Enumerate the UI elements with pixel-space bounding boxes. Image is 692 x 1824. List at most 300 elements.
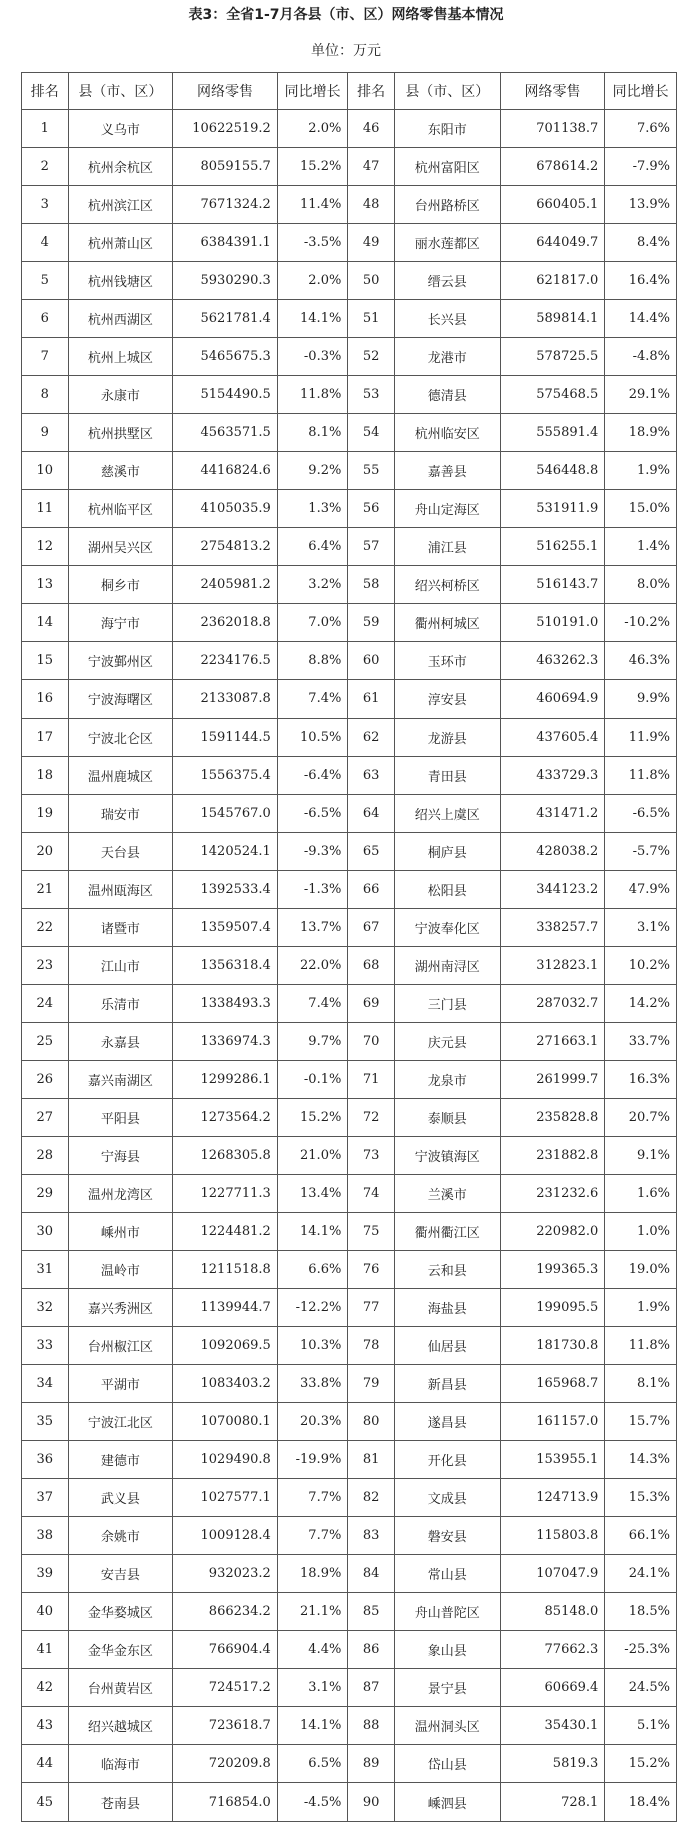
yoy-growth-cell: 13.7% xyxy=(277,908,348,946)
yoy-growth-cell: 14.2% xyxy=(605,984,677,1022)
online-retail-cell: 60669.4 xyxy=(500,1669,605,1707)
yoy-growth-cell: 9.1% xyxy=(605,1136,677,1174)
yoy-growth-cell: 9.9% xyxy=(605,680,677,718)
county-cell: 龙游县 xyxy=(394,718,500,756)
yoy-growth-cell: 1.3% xyxy=(277,490,348,528)
table-row xyxy=(22,680,677,718)
yoy-growth-cell: -7.9% xyxy=(605,148,677,186)
county-cell: 杭州钱塘区 xyxy=(68,262,173,300)
county-cell: 宁海县 xyxy=(68,1136,173,1174)
table-row xyxy=(22,1707,677,1745)
rank-cell: 62 xyxy=(348,718,395,756)
online-retail-cell: 2754813.2 xyxy=(173,528,278,566)
yoy-growth-cell: 66.1% xyxy=(605,1517,677,1555)
rank-cell: 10 xyxy=(22,452,69,490)
rank-cell: 11 xyxy=(22,490,69,528)
yoy-growth-cell: 15.3% xyxy=(605,1479,677,1517)
table-row xyxy=(22,300,677,338)
rank-cell: 38 xyxy=(22,1517,69,1555)
table-row xyxy=(22,1593,677,1631)
yoy-growth-cell: 2.0% xyxy=(277,110,348,148)
yoy-growth-cell: 6.4% xyxy=(277,528,348,566)
yoy-growth-cell: 4.4% xyxy=(277,1631,348,1669)
table-row xyxy=(22,1555,677,1593)
yoy-growth-cell: 8.1% xyxy=(277,414,348,452)
yoy-growth-cell: 6.5% xyxy=(277,1745,348,1783)
yoy-growth-cell: -12.2% xyxy=(277,1288,348,1326)
rank-cell: 79 xyxy=(348,1365,395,1403)
online-retail-cell: 271663.1 xyxy=(500,1022,605,1060)
county-cell: 海宁市 xyxy=(68,604,173,642)
county-cell: 衢州柯城区 xyxy=(394,604,500,642)
county-cell: 金华婺城区 xyxy=(68,1593,173,1631)
yoy-growth-cell: 20.7% xyxy=(605,1098,677,1136)
county-cell: 嘉兴秀洲区 xyxy=(68,1288,173,1326)
online-retail-cell: 546448.8 xyxy=(500,452,605,490)
county-cell: 兰溪市 xyxy=(394,1174,500,1212)
rank-cell: 22 xyxy=(22,908,69,946)
rank-cell: 19 xyxy=(22,794,69,832)
county-cell: 宁波奉化区 xyxy=(394,908,500,946)
online-retail-cell: 555891.4 xyxy=(500,414,605,452)
online-retail-cell: 1392533.4 xyxy=(173,870,278,908)
yoy-growth-cell: 15.2% xyxy=(277,1098,348,1136)
online-retail-cell: 85148.0 xyxy=(500,1593,605,1631)
online-retail-cell: 287032.7 xyxy=(500,984,605,1022)
rank-cell: 23 xyxy=(22,946,69,984)
table-row xyxy=(22,376,677,414)
county-cell: 龙泉市 xyxy=(394,1060,500,1098)
yoy-growth-cell: 19.0% xyxy=(605,1250,677,1288)
county-cell: 湖州南浔区 xyxy=(394,946,500,984)
online-retail-cell: 165968.7 xyxy=(500,1365,605,1403)
table-row xyxy=(22,1403,677,1441)
rank-cell: 26 xyxy=(22,1060,69,1098)
rank-cell: 61 xyxy=(348,680,395,718)
county-cell: 缙云县 xyxy=(394,262,500,300)
online-retail-cell: 1224481.2 xyxy=(173,1212,278,1250)
rank-cell: 60 xyxy=(348,642,395,680)
rank-cell: 6 xyxy=(22,300,69,338)
county-cell: 衢州衢江区 xyxy=(394,1212,500,1250)
county-cell: 云和县 xyxy=(394,1250,500,1288)
county-cell: 海盐县 xyxy=(394,1288,500,1326)
online-retail-cell: 724517.2 xyxy=(173,1669,278,1707)
county-cell: 乐清市 xyxy=(68,984,173,1022)
county-cell: 绍兴越城区 xyxy=(68,1707,173,1745)
online-retail-cell: 1273564.2 xyxy=(173,1098,278,1136)
table-row xyxy=(22,604,677,642)
rank-cell: 2 xyxy=(22,148,69,186)
county-cell: 文成县 xyxy=(394,1479,500,1517)
online-retail-cell: 460694.9 xyxy=(500,680,605,718)
county-cell: 宁波镇海区 xyxy=(394,1136,500,1174)
county-cell: 台州椒江区 xyxy=(68,1327,173,1365)
table-row xyxy=(22,1745,677,1783)
online-retail-cell: 107047.9 xyxy=(500,1555,605,1593)
online-retail-cell: 678614.2 xyxy=(500,148,605,186)
rank-cell: 24 xyxy=(22,984,69,1022)
yoy-growth-cell: 22.0% xyxy=(277,946,348,984)
header-yoy-growth: 同比增长 xyxy=(277,73,348,110)
online-retail-cell: 578725.5 xyxy=(500,338,605,376)
rank-cell: 42 xyxy=(22,1669,69,1707)
county-cell: 磐安县 xyxy=(394,1517,500,1555)
rank-cell: 88 xyxy=(348,1707,395,1745)
table-row xyxy=(22,832,677,870)
rank-cell: 12 xyxy=(22,528,69,566)
online-retail-cell: 728.1 xyxy=(500,1783,605,1822)
rank-cell: 74 xyxy=(348,1174,395,1212)
header-rank: 排名 xyxy=(22,73,69,110)
yoy-growth-cell: -0.3% xyxy=(277,338,348,376)
online-retail-cell: 231232.6 xyxy=(500,1174,605,1212)
header-online-retail: 网络零售 xyxy=(500,73,605,110)
county-cell: 浦江县 xyxy=(394,528,500,566)
online-retail-cell: 1299286.1 xyxy=(173,1060,278,1098)
table-body xyxy=(22,110,677,1822)
rank-cell: 82 xyxy=(348,1479,395,1517)
table-row xyxy=(22,186,677,224)
rank-cell: 67 xyxy=(348,908,395,946)
online-retail-cell: 575468.5 xyxy=(500,376,605,414)
county-cell: 临海市 xyxy=(68,1745,173,1783)
yoy-growth-cell: 33.8% xyxy=(277,1365,348,1403)
county-cell: 义乌市 xyxy=(68,110,173,148)
rank-cell: 65 xyxy=(348,832,395,870)
online-retail-cell: 5621781.4 xyxy=(173,300,278,338)
yoy-growth-cell: 21.1% xyxy=(277,1593,348,1631)
ranking-table xyxy=(21,72,677,1822)
yoy-growth-cell: -6.5% xyxy=(605,794,677,832)
rank-cell: 39 xyxy=(22,1555,69,1593)
county-cell: 杭州滨江区 xyxy=(68,186,173,224)
rank-cell: 83 xyxy=(348,1517,395,1555)
yoy-growth-cell: 1.6% xyxy=(605,1174,677,1212)
yoy-growth-cell: 7.4% xyxy=(277,680,348,718)
yoy-growth-cell: -4.5% xyxy=(277,1783,348,1822)
online-retail-cell: 932023.2 xyxy=(173,1555,278,1593)
online-retail-cell: 516143.7 xyxy=(500,566,605,604)
rank-cell: 17 xyxy=(22,718,69,756)
online-retail-cell: 437605.4 xyxy=(500,718,605,756)
online-retail-cell: 766904.4 xyxy=(173,1631,278,1669)
rank-cell: 29 xyxy=(22,1174,69,1212)
online-retail-cell: 161157.0 xyxy=(500,1403,605,1441)
table-row xyxy=(22,414,677,452)
online-retail-cell: 1029490.8 xyxy=(173,1441,278,1479)
yoy-growth-cell: -19.9% xyxy=(277,1441,348,1479)
header-rank: 排名 xyxy=(348,73,395,110)
table-row xyxy=(22,452,677,490)
online-retail-cell: 1083403.2 xyxy=(173,1365,278,1403)
rank-cell: 43 xyxy=(22,1707,69,1745)
rank-cell: 64 xyxy=(348,794,395,832)
rank-cell: 45 xyxy=(22,1783,69,1822)
county-cell: 新昌县 xyxy=(394,1365,500,1403)
online-retail-cell: 4416824.6 xyxy=(173,452,278,490)
online-retail-cell: 1009128.4 xyxy=(173,1517,278,1555)
rank-cell: 90 xyxy=(348,1783,395,1822)
header-online-retail: 网络零售 xyxy=(173,73,278,110)
online-retail-cell: 1227711.3 xyxy=(173,1174,278,1212)
table-row xyxy=(22,1669,677,1707)
rank-cell: 57 xyxy=(348,528,395,566)
online-retail-cell: 235828.8 xyxy=(500,1098,605,1136)
rank-cell: 31 xyxy=(22,1250,69,1288)
yoy-growth-cell: -25.3% xyxy=(605,1631,677,1669)
yoy-growth-cell: 7.6% xyxy=(605,110,677,148)
header-county: 县（市、区） xyxy=(394,73,500,110)
yoy-growth-cell: 1.9% xyxy=(605,1288,677,1326)
county-cell: 龙港市 xyxy=(394,338,500,376)
rank-cell: 15 xyxy=(22,642,69,680)
yoy-growth-cell: 11.4% xyxy=(277,186,348,224)
rank-cell: 35 xyxy=(22,1403,69,1441)
online-retail-cell: 199365.3 xyxy=(500,1250,605,1288)
rank-cell: 16 xyxy=(22,680,69,718)
online-retail-cell: 660405.1 xyxy=(500,186,605,224)
rank-cell: 44 xyxy=(22,1745,69,1783)
online-retail-cell: 1420524.1 xyxy=(173,832,278,870)
yoy-growth-cell: -1.3% xyxy=(277,870,348,908)
rank-cell: 55 xyxy=(348,452,395,490)
online-retail-cell: 716854.0 xyxy=(173,1783,278,1822)
rank-cell: 27 xyxy=(22,1098,69,1136)
county-cell: 绍兴上虞区 xyxy=(394,794,500,832)
county-cell: 嘉兴南湖区 xyxy=(68,1060,173,1098)
county-cell: 丽水莲都区 xyxy=(394,224,500,262)
rank-cell: 49 xyxy=(348,224,395,262)
county-cell: 建德市 xyxy=(68,1441,173,1479)
yoy-growth-cell: -6.4% xyxy=(277,756,348,794)
rank-cell: 1 xyxy=(22,110,69,148)
yoy-growth-cell: 18.9% xyxy=(277,1555,348,1593)
yoy-growth-cell: 1.9% xyxy=(605,452,677,490)
yoy-growth-cell: 14.1% xyxy=(277,300,348,338)
rank-cell: 84 xyxy=(348,1555,395,1593)
county-cell: 景宁县 xyxy=(394,1669,500,1707)
table-row xyxy=(22,528,677,566)
county-cell: 嵊州市 xyxy=(68,1212,173,1250)
online-retail-cell: 181730.8 xyxy=(500,1327,605,1365)
yoy-growth-cell: 24.5% xyxy=(605,1669,677,1707)
county-cell: 舟山定海区 xyxy=(394,490,500,528)
yoy-growth-cell: 18.4% xyxy=(605,1783,677,1822)
county-cell: 桐庐县 xyxy=(394,832,500,870)
online-retail-cell: 516255.1 xyxy=(500,528,605,566)
online-retail-cell: 124713.9 xyxy=(500,1479,605,1517)
table-row xyxy=(22,1022,677,1060)
online-retail-cell: 1356318.4 xyxy=(173,946,278,984)
table-row xyxy=(22,262,677,300)
rank-cell: 18 xyxy=(22,756,69,794)
table-row xyxy=(22,1060,677,1098)
rank-cell: 8 xyxy=(22,376,69,414)
yoy-growth-cell: 14.1% xyxy=(277,1707,348,1745)
county-cell: 江山市 xyxy=(68,946,173,984)
online-retail-cell: 220982.0 xyxy=(500,1212,605,1250)
table-row xyxy=(22,1631,677,1669)
yoy-growth-cell: 10.5% xyxy=(277,718,348,756)
online-retail-cell: 5930290.3 xyxy=(173,262,278,300)
county-cell: 温州瓯海区 xyxy=(68,870,173,908)
online-retail-cell: 1545767.0 xyxy=(173,794,278,832)
online-retail-cell: 644049.7 xyxy=(500,224,605,262)
yoy-growth-cell: 46.3% xyxy=(605,642,677,680)
county-cell: 瑞安市 xyxy=(68,794,173,832)
rank-cell: 86 xyxy=(348,1631,395,1669)
county-cell: 杭州西湖区 xyxy=(68,300,173,338)
table-title: 表3：全省1-7月各县（市、区）网络零售基本情况 xyxy=(188,7,504,23)
county-cell: 杭州拱墅区 xyxy=(68,414,173,452)
county-cell: 慈溪市 xyxy=(68,452,173,490)
county-cell: 长兴县 xyxy=(394,300,500,338)
yoy-growth-cell: -10.2% xyxy=(605,604,677,642)
yoy-growth-cell: 5.1% xyxy=(605,1707,677,1745)
rank-cell: 80 xyxy=(348,1403,395,1441)
online-retail-cell: 866234.2 xyxy=(173,1593,278,1631)
table-row xyxy=(22,490,677,528)
table-row xyxy=(22,718,677,756)
table-row xyxy=(22,1098,677,1136)
county-cell: 平阳县 xyxy=(68,1098,173,1136)
rank-cell: 48 xyxy=(348,186,395,224)
online-retail-cell: 621817.0 xyxy=(500,262,605,300)
county-cell: 杭州余杭区 xyxy=(68,148,173,186)
online-retail-cell: 5819.3 xyxy=(500,1745,605,1783)
county-cell: 宁波北仑区 xyxy=(68,718,173,756)
county-cell: 温州龙湾区 xyxy=(68,1174,173,1212)
county-cell: 常山县 xyxy=(394,1555,500,1593)
yoy-growth-cell: 15.2% xyxy=(277,148,348,186)
table-row xyxy=(22,946,677,984)
header-yoy-growth: 同比增长 xyxy=(605,73,677,110)
county-cell: 宁波江北区 xyxy=(68,1403,173,1441)
county-cell: 余姚市 xyxy=(68,1517,173,1555)
online-retail-cell: 115803.8 xyxy=(500,1517,605,1555)
online-retail-cell: 7671324.2 xyxy=(173,186,278,224)
yoy-growth-cell: 8.4% xyxy=(605,224,677,262)
county-cell: 开化县 xyxy=(394,1441,500,1479)
table-row xyxy=(22,984,677,1022)
yoy-growth-cell: 10.2% xyxy=(605,946,677,984)
county-cell: 杭州萧山区 xyxy=(68,224,173,262)
county-cell: 苍南县 xyxy=(68,1783,173,1822)
table-row xyxy=(22,1783,677,1822)
online-retail-cell: 428038.2 xyxy=(500,832,605,870)
rank-cell: 72 xyxy=(348,1098,395,1136)
yoy-growth-cell: 14.4% xyxy=(605,300,677,338)
county-cell: 泰顺县 xyxy=(394,1098,500,1136)
online-retail-cell: 344123.2 xyxy=(500,870,605,908)
online-retail-cell: 1070080.1 xyxy=(173,1403,278,1441)
yoy-growth-cell: 1.0% xyxy=(605,1212,677,1250)
online-retail-cell: 2362018.8 xyxy=(173,604,278,642)
yoy-growth-cell: 9.2% xyxy=(277,452,348,490)
online-retail-cell: 1359507.4 xyxy=(173,908,278,946)
yoy-growth-cell: 1.4% xyxy=(605,528,677,566)
county-cell: 岱山县 xyxy=(394,1745,500,1783)
rank-cell: 56 xyxy=(348,490,395,528)
yoy-growth-cell: 11.8% xyxy=(605,1327,677,1365)
online-retail-cell: 8059155.7 xyxy=(173,148,278,186)
online-retail-cell: 1139944.7 xyxy=(173,1288,278,1326)
yoy-growth-cell: 47.9% xyxy=(605,870,677,908)
county-cell: 象山县 xyxy=(394,1631,500,1669)
rank-cell: 53 xyxy=(348,376,395,414)
rank-cell: 7 xyxy=(22,338,69,376)
online-retail-cell: 5465675.3 xyxy=(173,338,278,376)
yoy-growth-cell: 9.7% xyxy=(277,1022,348,1060)
online-retail-cell: 261999.7 xyxy=(500,1060,605,1098)
county-cell: 温州鹿城区 xyxy=(68,756,173,794)
online-retail-cell: 2133087.8 xyxy=(173,680,278,718)
yoy-growth-cell: 3.1% xyxy=(277,1669,348,1707)
county-cell: 安吉县 xyxy=(68,1555,173,1593)
yoy-growth-cell: 18.9% xyxy=(605,414,677,452)
table-row xyxy=(22,1365,677,1403)
county-cell: 宁波鄞州区 xyxy=(68,642,173,680)
rank-cell: 50 xyxy=(348,262,395,300)
yoy-growth-cell: -9.3% xyxy=(277,832,348,870)
table-row xyxy=(22,338,677,376)
table-row xyxy=(22,224,677,262)
rank-cell: 20 xyxy=(22,832,69,870)
county-cell: 温州洞头区 xyxy=(394,1707,500,1745)
yoy-growth-cell: -3.5% xyxy=(277,224,348,262)
yoy-growth-cell: 11.8% xyxy=(605,756,677,794)
online-retail-cell: 2234176.5 xyxy=(173,642,278,680)
rank-cell: 70 xyxy=(348,1022,395,1060)
yoy-growth-cell: 16.3% xyxy=(605,1060,677,1098)
rank-cell: 5 xyxy=(22,262,69,300)
yoy-growth-cell: 16.4% xyxy=(605,262,677,300)
rank-cell: 87 xyxy=(348,1669,395,1707)
online-retail-cell: 312823.1 xyxy=(500,946,605,984)
online-retail-cell: 10622519.2 xyxy=(173,110,278,148)
yoy-growth-cell: -5.7% xyxy=(605,832,677,870)
rank-cell: 51 xyxy=(348,300,395,338)
yoy-growth-cell: 8.0% xyxy=(605,566,677,604)
online-retail-cell: 531911.9 xyxy=(500,490,605,528)
table-row xyxy=(22,1250,677,1288)
county-cell: 永康市 xyxy=(68,376,173,414)
county-cell: 诸暨市 xyxy=(68,908,173,946)
county-cell: 遂昌县 xyxy=(394,1403,500,1441)
county-cell: 嘉善县 xyxy=(394,452,500,490)
yoy-growth-cell: 13.9% xyxy=(605,186,677,224)
county-cell: 淳安县 xyxy=(394,680,500,718)
rank-cell: 41 xyxy=(22,1631,69,1669)
online-retail-cell: 1092069.5 xyxy=(173,1327,278,1365)
rank-cell: 63 xyxy=(348,756,395,794)
online-retail-cell: 1027577.1 xyxy=(173,1479,278,1517)
online-retail-cell: 5154490.5 xyxy=(173,376,278,414)
online-retail-cell: 2405981.2 xyxy=(173,566,278,604)
online-retail-cell: 720209.8 xyxy=(173,1745,278,1783)
table-row xyxy=(22,1288,677,1326)
county-cell: 三门县 xyxy=(394,984,500,1022)
yoy-growth-cell: 7.0% xyxy=(277,604,348,642)
table-row xyxy=(22,756,677,794)
rank-cell: 30 xyxy=(22,1212,69,1250)
table-row xyxy=(22,1136,677,1174)
yoy-growth-cell: 10.3% xyxy=(277,1327,348,1365)
county-cell: 杭州上城区 xyxy=(68,338,173,376)
unit-label: 单位：万元 xyxy=(311,43,381,59)
online-retail-cell: 1268305.8 xyxy=(173,1136,278,1174)
